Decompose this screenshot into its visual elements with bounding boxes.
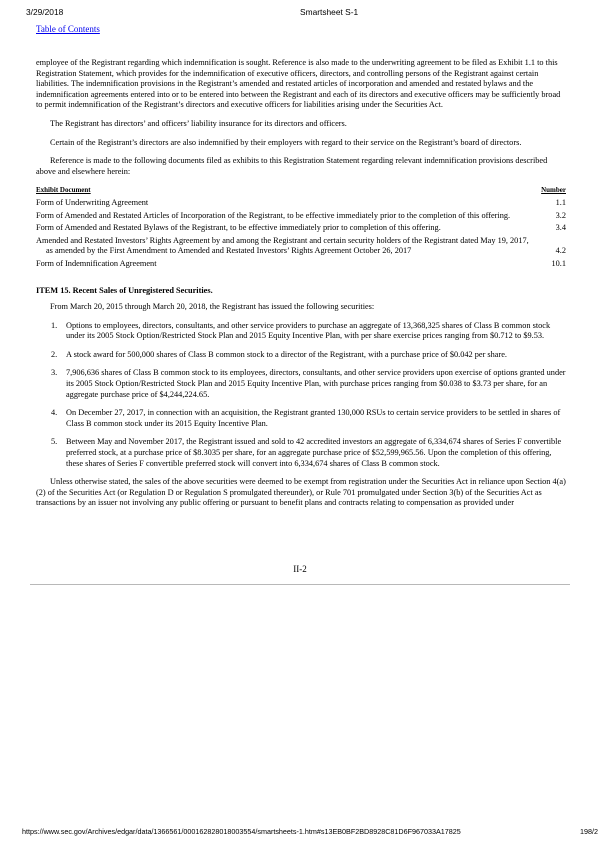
list-item-text: On December 27, 2017, in connection with an acquisition, the Registrant granted 130,000 RSUs to certain service providers to be settled in shares of Class B common stock under its 2015 Equity Incentive Plan. (66, 408, 561, 428)
exhibit-number: 10.1 (551, 258, 566, 268)
exhibit-number: 3.4 (555, 223, 566, 233)
exemption-paragraph: Unless otherwise stated, the sales of the above securities were deemed to be exempt from registration under the Securities Act in reliance upon Section 4(a)(2) of the Securities Act (or Regulation D or Regulation S promulgated thereunder), or Rule 701 promulgated under Section 3(b) of the Securities Act as transactions by an issuer not involving any public offering or pursuant to benefit plans and contracts relating to compensation as provided under (36, 477, 566, 508)
exhibit-document: Form of Amended and Restated Bylaws of the Registrant, to be effective immediately prior to completion of this offering. (36, 223, 441, 233)
list-item (36, 368, 566, 400)
exhibit-document: Form of Underwriting Agreement (36, 197, 149, 207)
item-15-heading: ITEM 15. Recent Sales of Unregistered Securities. (36, 285, 213, 295)
list-item-number: 1. (51, 320, 58, 330)
exhibit-table (36, 185, 566, 271)
exhibit-number-header: Number (541, 186, 566, 195)
table-of-contents-link[interactable]: Table of Contents (36, 24, 100, 34)
list-item-text: Options to employees, directors, consultants, and other service providers to purchase an aggregate of 13,368,325 shares of Class B common stock under its 2005 Stock Option/Restricted Stock Plan and 2015 Equity Incentive Plan, with per share exercise prices ranging from $0.712 to $9.53. (66, 320, 551, 341)
list-item (36, 408, 566, 429)
list-item-number: 3. (51, 368, 58, 378)
list-item-text: Between May and November 2017, the Registrant issued and sold to 42 accredited investors an aggregate of 6,334,674 shares of Series F convertible preferred stock, at a purchase price of $8.3035 per share, for an aggregate purchase price of $52,599,965.56. Upon the completion of this offering, these shares of Series F convertible preferred stock will convert into 6,334,674 shares of Class B common stock. (66, 437, 562, 468)
print-url: https://www.sec.gov/Archives/edgar/data/1366561/000162828018003554/smartsheets-1.htm#s13EB0BF2BD8928C81D6F967033A17825 (22, 827, 461, 836)
list-item-number: 2. (51, 349, 58, 359)
exhibit-document: Form of Indemnification Agreement (36, 258, 157, 268)
list-item (36, 437, 566, 469)
item-15-intro: From March 20, 2015 through March 20, 2018, the Registrant has issued the following securities: (50, 302, 375, 312)
table-row (36, 211, 566, 224)
exhibit-document: Form of Amended and Restated Articles of Incorporation of the Registrant, to be effective immediately prior to the completion of this offering. (36, 210, 511, 220)
paragraph-insurance: The Registrant has directors’ and officers’ liability insurance for its directors and officers. (50, 118, 347, 128)
table-row (36, 259, 566, 272)
paragraph-indemnification: employee of the Registrant regarding which indemnification is sought. Reference is also made to the underwriting agreement to be filed as Exhibit 1.1 to this Registration Statement, which provides for the indemnification of executive officers, directors, and controlling persons of the Registrant against certain liabilities. The indemnification provisions in the Registrant’s amended and restated articles of incorporation and amended and restated bylaws and the indemnification agreements entered into or to be entered into between the Registrant and each of its directors and executive officers may be sufficiently broad to permit indemnification of the Registrant’s directors and executive officers for liabilities arising under the Securities Act. (36, 58, 561, 110)
page-number: II-2 (293, 564, 307, 574)
exhibit-table-header (36, 185, 566, 198)
paragraph-exhibit-reference: Reference is made to the following documents filed as exhibits to this Registration Statement regarding relevant indemnification provisions described above and elsewhere herein: (36, 156, 548, 176)
list-item (36, 321, 566, 342)
exhibit-number: 1.1 (555, 197, 566, 207)
table-row (36, 223, 566, 236)
exhibit-number: 3.2 (555, 210, 566, 220)
list-item-number: 4. (51, 408, 58, 418)
exhibit-document: Amended and Restated Investors’ Rights Agreement by and among the Registrant and certain security holders of the Registrant dated May 19, 2017, as amended by the First Amendment to Amended and Restated Investors’ Rights Agreement October 26, 2017 (36, 235, 529, 256)
list-item-text: A stock award for 500,000 shares of Class B common stock to a director of the Registrant, with a purchase price of $0.042 per share. (66, 349, 508, 359)
exhibit-number: 4.2 (555, 246, 566, 256)
list-item-number: 5. (51, 437, 58, 447)
page-divider (30, 584, 570, 585)
document-body (36, 58, 566, 517)
list-item (36, 350, 566, 361)
table-row (36, 236, 566, 259)
paragraph-directors-indemnified: Certain of the Registrant’s directors are also indemnified by their employers with regard to their service on the Registrant’s board of directors. (50, 137, 522, 147)
print-title: Smartsheet S-1 (300, 7, 359, 17)
table-row (36, 198, 566, 211)
list-item-text: 7,906,636 shares of Class B common stock to its employees, directors, consultants, and other service providers upon exercise of options granted under its 2005 Stock Option/Restricted Stock Plan and 2015 Equity Incentive Plan, with purchase prices ranging from $0.038 to $3.73 per share, for an aggregate purchase price of $4,244,224.65. (66, 368, 566, 399)
print-page-count: 198/2 (580, 827, 598, 836)
exhibit-document-header: Exhibit Document (36, 186, 91, 195)
print-date: 3/29/2018 (26, 7, 64, 17)
securities-sales-list (36, 321, 566, 470)
